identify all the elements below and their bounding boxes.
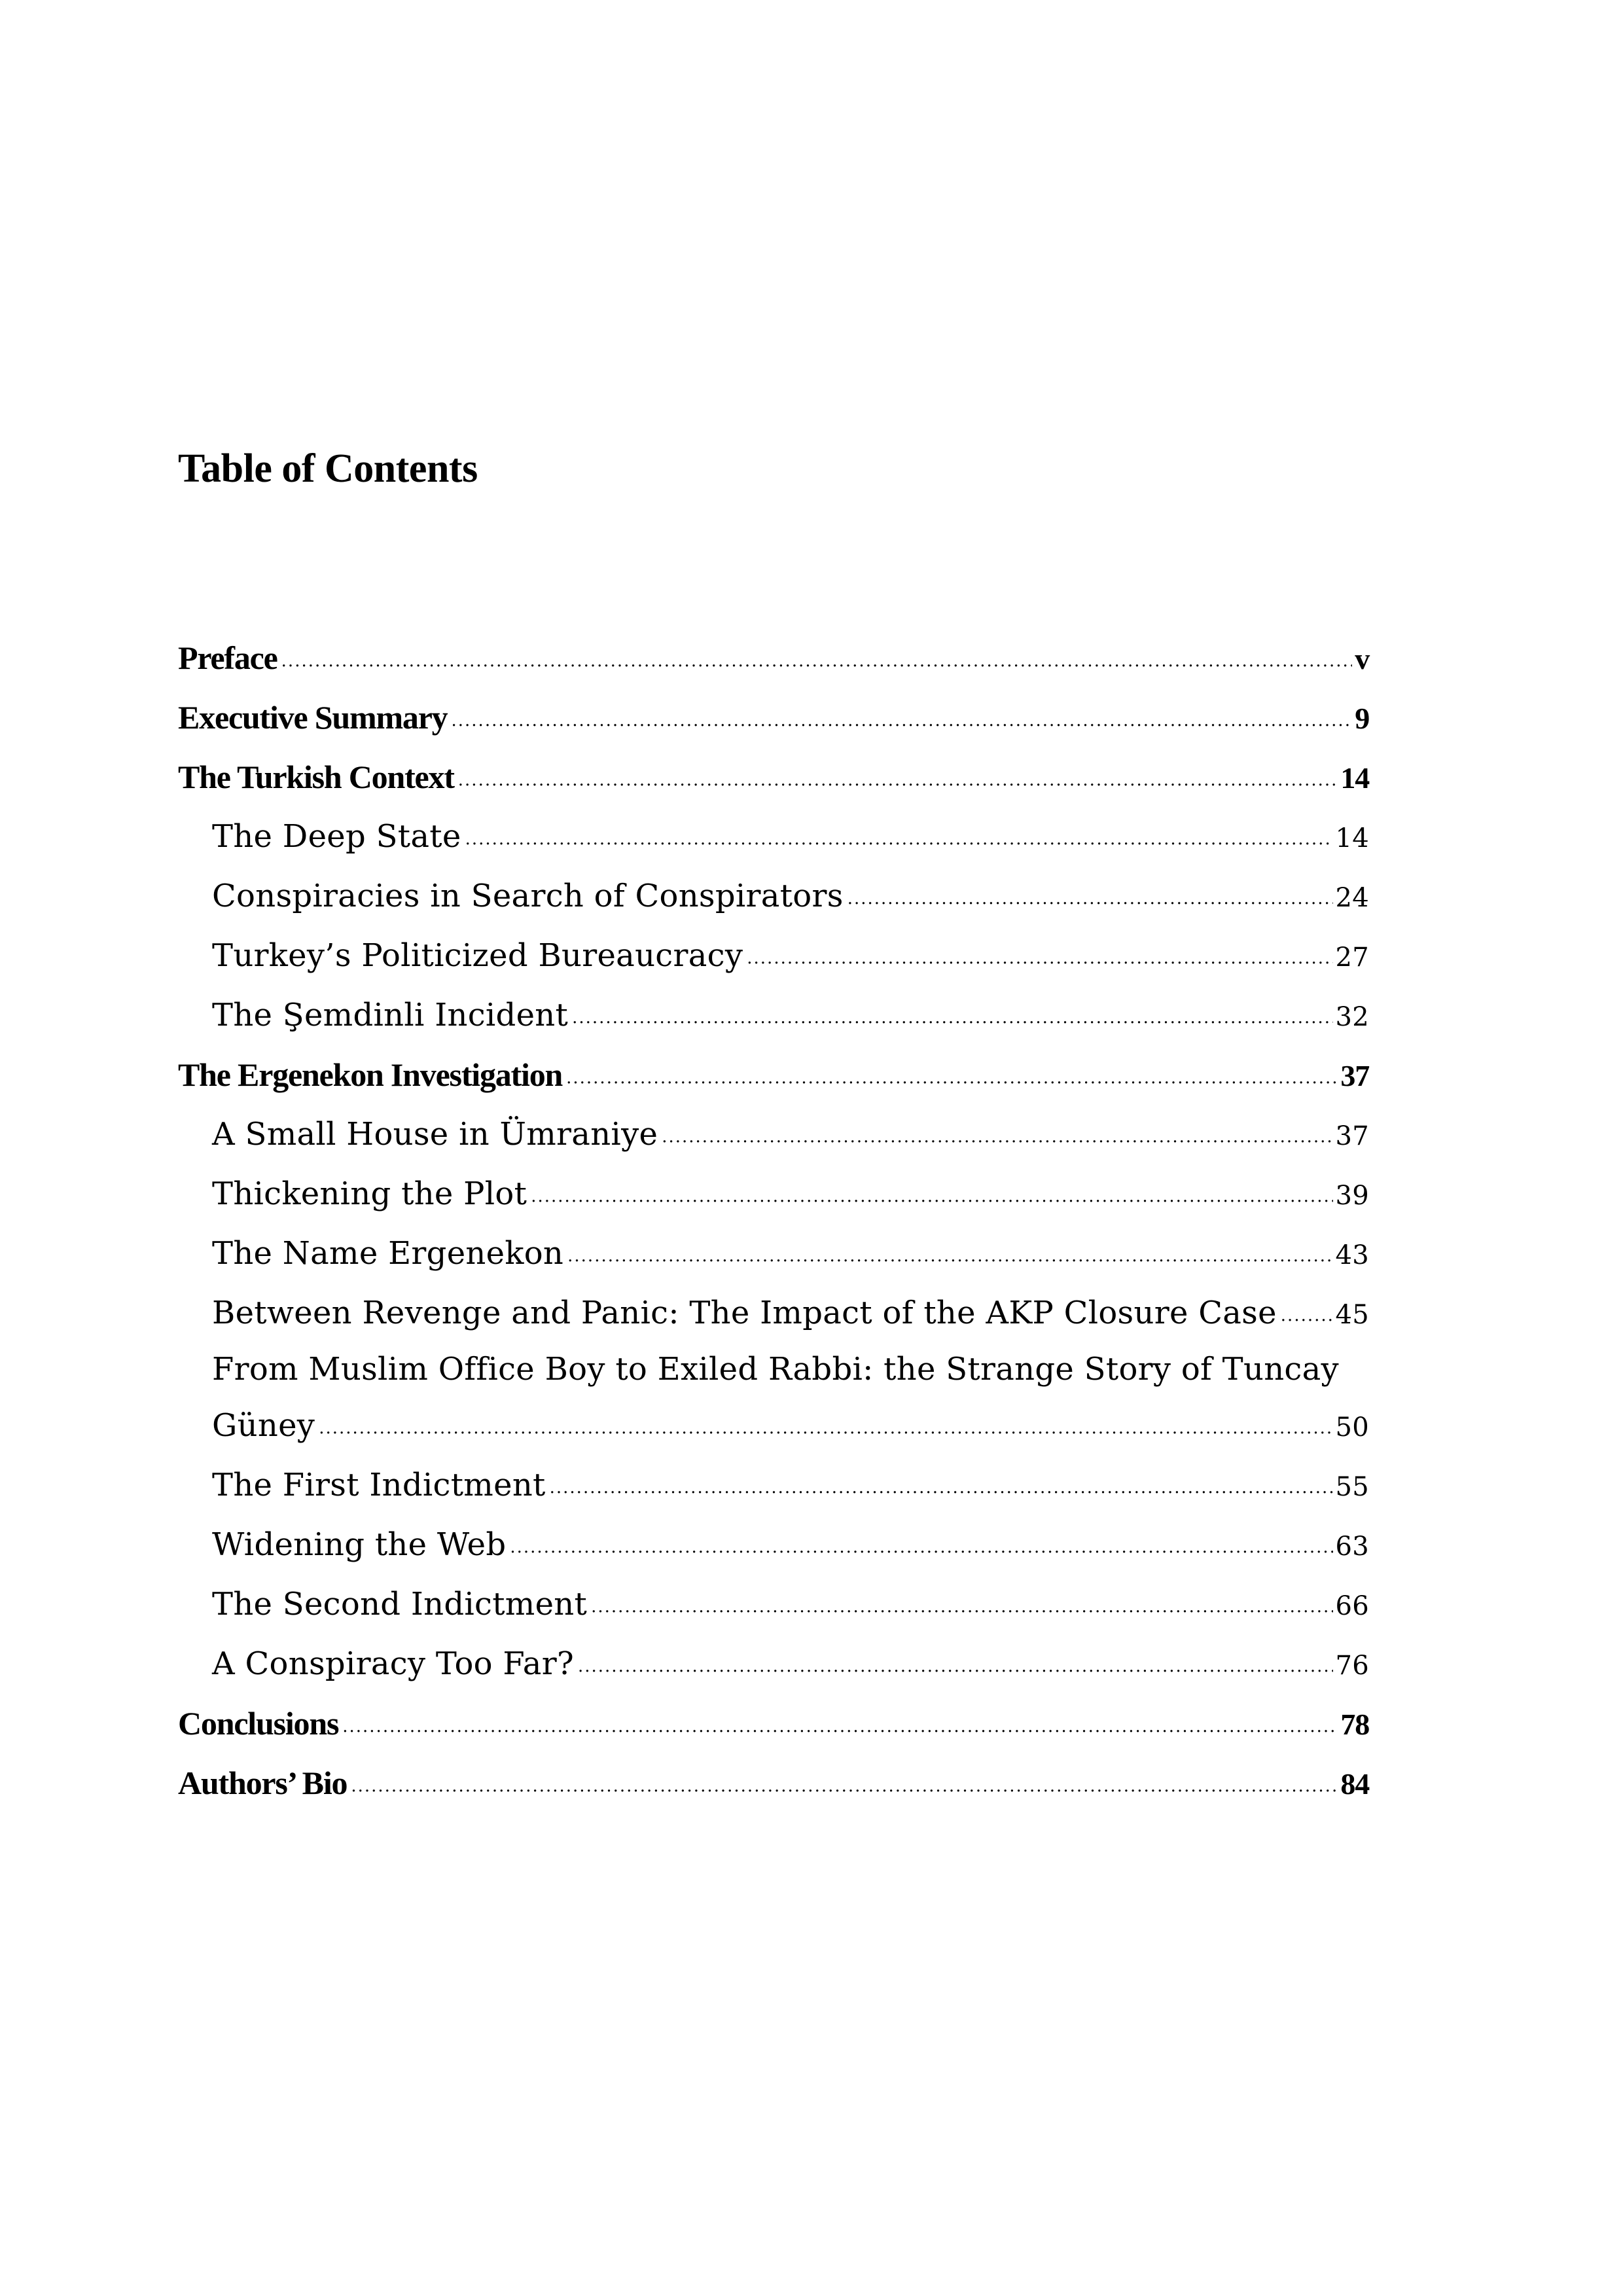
dot-leader <box>351 1751 1338 1816</box>
toc-entry-executive-summary[interactable] <box>178 688 1369 747</box>
dot-leader <box>847 864 1333 929</box>
toc-entry-label: The First Indictment <box>212 1467 546 1503</box>
toc-entry-label: Conclusions <box>178 1705 339 1742</box>
toc-entry-label: Widening the Web <box>212 1526 507 1563</box>
toc-entry-label: The Ergenekon Investigation <box>178 1056 563 1093</box>
toc-page-number: 78 <box>1340 1708 1369 1741</box>
dot-leader <box>342 1691 1338 1757</box>
toc-entry-politicized-bureaucracy[interactable] <box>178 926 1369 986</box>
table-of-contents <box>178 628 1369 1813</box>
toc-entry-revenge-and-panic[interactable] <box>178 1283 1369 1343</box>
toc-entry-deep-state[interactable] <box>178 807 1369 867</box>
dot-leader <box>550 1453 1333 1518</box>
toc-entry-label: The Second Indictment <box>212 1586 588 1623</box>
toc-entry-label: Thickening the Plot <box>212 1175 527 1212</box>
toc-page-number: 14 <box>1340 761 1369 795</box>
toc-entry-preface[interactable] <box>178 628 1369 688</box>
toc-page-number: 24 <box>1335 883 1369 913</box>
toc-entry-label: Between Revenge and Panic: The Impact of the AKP Closure Case <box>212 1295 1277 1331</box>
toc-entry-semdinli-incident[interactable] <box>178 986 1369 1045</box>
toc-entry-conclusions[interactable] <box>178 1694 1369 1753</box>
toc-entry-ergenekon-investigation[interactable] <box>178 1045 1369 1105</box>
dot-leader <box>566 1043 1338 1108</box>
toc-entry-label: The Name Ergenekon <box>212 1235 564 1272</box>
toc-page-number: 66 <box>1335 1591 1369 1621</box>
toc-page-number: v <box>1355 642 1369 675</box>
toc-entry-line2 <box>212 1396 1369 1456</box>
dot-leader <box>572 983 1332 1048</box>
toc-page-number: 37 <box>1335 1121 1369 1151</box>
toc-entry-thickening-plot[interactable] <box>178 1164 1369 1224</box>
toc-entry-conspiracy-too-far[interactable] <box>178 1634 1369 1694</box>
toc-page-number: 84 <box>1340 1767 1369 1801</box>
toc-page-number: 55 <box>1335 1472 1369 1502</box>
toc-page-number: 14 <box>1335 823 1369 853</box>
dot-leader <box>319 1393 1332 1458</box>
dot-leader <box>531 1162 1332 1227</box>
toc-page-number: 50 <box>1335 1412 1369 1443</box>
toc-entry-small-house[interactable] <box>178 1105 1369 1164</box>
toc-entry-label-line1: From Muslim Office Boy to Exiled Rabbi: the Strange Story of Tuncay <box>212 1351 1339 1388</box>
toc-page-number: 45 <box>1335 1300 1369 1330</box>
toc-entry-label: Turkey’s Politicized Bureaucracy <box>212 937 743 974</box>
toc-entry-first-indictment[interactable] <box>178 1456 1369 1515</box>
page-title: Table of Contents <box>178 446 478 491</box>
toc-entry-authors-bio[interactable] <box>178 1753 1369 1813</box>
toc-page-number: 76 <box>1335 1651 1369 1681</box>
toc-entry-label: Conspiracies in Search of Conspirators <box>212 878 844 914</box>
dot-leader <box>567 1221 1332 1286</box>
toc-entry-label: The Turkish Context <box>178 759 454 795</box>
toc-entry-widening-web[interactable] <box>178 1515 1369 1575</box>
toc-entry-conspiracies[interactable] <box>178 867 1369 926</box>
toc-page-number: 39 <box>1335 1181 1369 1211</box>
toc-page-number: 9 <box>1355 702 1369 735</box>
dot-leader <box>747 924 1332 988</box>
toc-entry-name-ergenekon[interactable] <box>178 1224 1369 1283</box>
toc-page-number: 32 <box>1335 1002 1369 1032</box>
toc-entry-office-boy-to-rabbi[interactable] <box>178 1343 1369 1456</box>
dot-leader <box>281 626 1353 691</box>
toc-page-number: 37 <box>1340 1059 1369 1092</box>
dot-leader <box>578 1632 1333 1696</box>
toc-entry-label: Executive Summary <box>178 699 448 736</box>
toc-entry-label: A Small House in Ümraniye <box>212 1116 658 1153</box>
toc-page-number: 63 <box>1335 1532 1369 1562</box>
dot-leader <box>465 804 1333 869</box>
toc-entry-turkish-context[interactable] <box>178 747 1369 807</box>
toc-entry-label: Preface <box>178 639 277 676</box>
toc-page-number: 43 <box>1335 1240 1369 1270</box>
dot-leader <box>452 685 1353 751</box>
toc-entry-label-line2: Güney <box>212 1407 315 1444</box>
dot-leader <box>1281 1281 1333 1346</box>
toc-page-number: 27 <box>1335 942 1369 973</box>
dot-leader <box>458 745 1338 810</box>
dot-leader <box>591 1572 1332 1637</box>
toc-entry-label: A Conspiracy Too Far? <box>212 1645 574 1682</box>
toc-entry-label: Authors’ Bio <box>178 1765 348 1801</box>
toc-entry-label: The Şemdinli Incident <box>212 997 569 1033</box>
dot-leader <box>662 1102 1332 1167</box>
toc-entry-label: The Deep State <box>212 818 461 855</box>
dot-leader <box>510 1513 1332 1577</box>
toc-entry-second-indictment[interactable] <box>178 1575 1369 1634</box>
